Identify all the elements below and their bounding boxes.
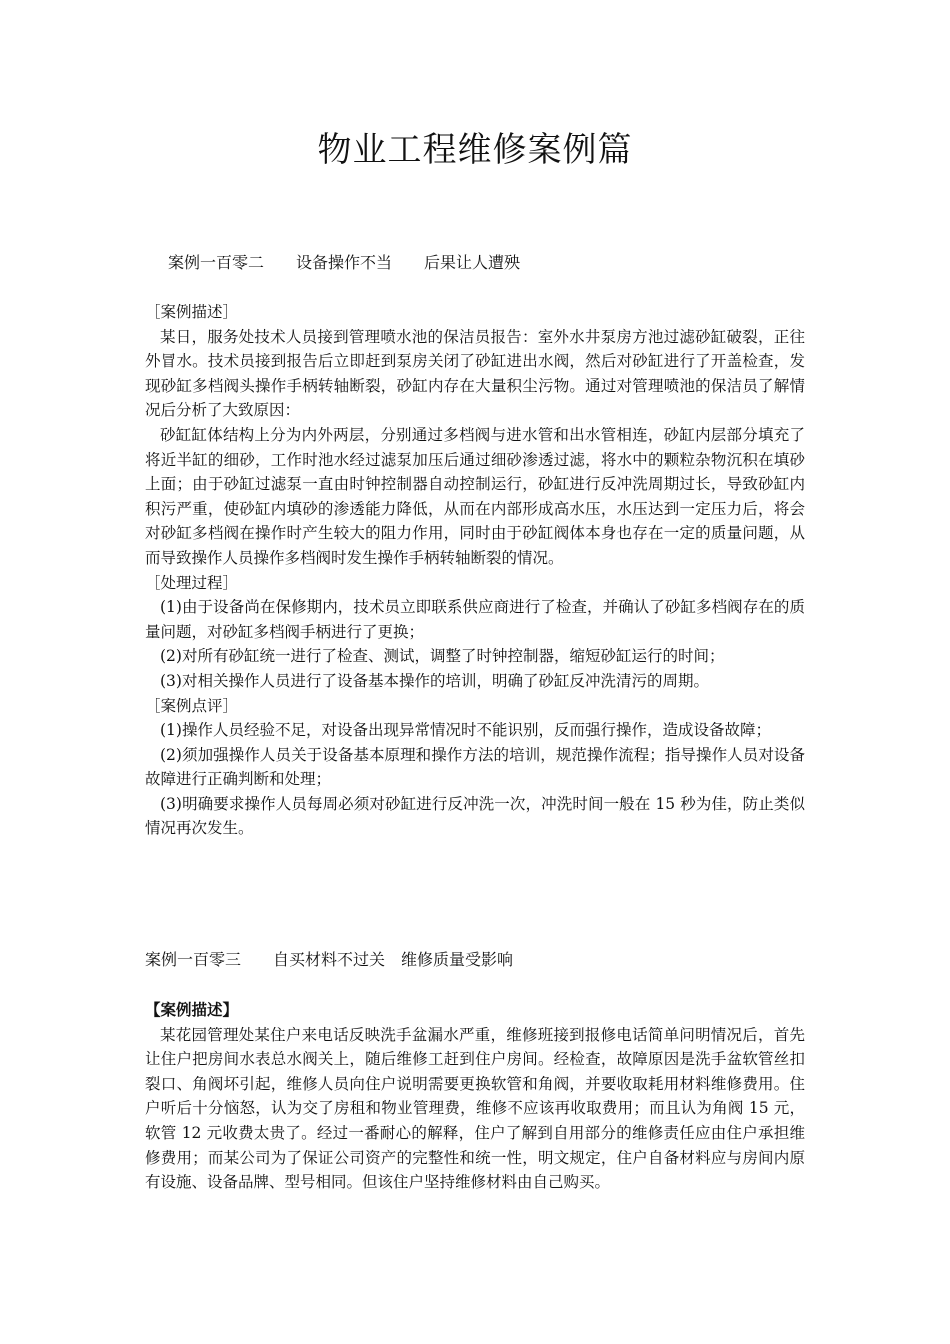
- case-102-review-item-3: (3)明确要求操作人员每周必须对砂缸进行反冲洗一次，冲洗时间一般在 15 秒为佳，防止类似情况再次发生。: [145, 794, 805, 838]
- case-102-process-item-1: (1)由于设备尚在保修期内，技术员立即联系供应商进行了检查，并确认了砂缸多档阀存在的质量问题，对砂缸多档阀手柄进行了更换；: [145, 598, 805, 641]
- case-103-heading: 案例一百零三 自买材料不过关 维修质量受影响: [145, 950, 514, 969]
- document-title: 物业工程维修案例篇: [317, 130, 633, 170]
- case-102-description-paragraph-2: 砂缸缸体结构上分为内外两层，分别通过多档阀与进水管和出水管相连，砂缸内层部分填充了将近半缸的细砂，工作时池水经过滤泵加压后通过细砂渗透过滤，将水中的颗粒杂物沉积在填砂上面；由于砂缸过滤泵一直由时钟控制器自动控制运行，砂缸进行反冲洗周期过长，导致砂缸内积污严重，使砂缸内填砂的渗透能力降低，从而在内部形成高水压，水压达到一定压力后，将会对砂缸多档阀在操作时产生较大的阻力作用，同时由于砂缸阀体本身也存在一定的质量问题，从而导致操作人员操作多档阀时发生操作手柄转轴断裂的情况。: [145, 425, 805, 567]
- case-102-process-item-2: (2)对所有砂缸统一进行了检查、测试，调整了时钟控制器，缩短砂缸运行的时间；: [160, 647, 725, 666]
- case-102-process-item-3: (3)对相关操作人员进行了设备基本操作的培训，明确了砂缸反冲洗清污的周期。: [160, 671, 709, 690]
- case-102-description-paragraph-1: 某日，服务处技术人员接到管理喷水池的保洁员报告：室外水井泵房方池过滤砂缸破裂，正往外冒水。技术员接到报告后立即赶到泵房关闭了砂缸进出水阀，然后对砂缸进行了开盖检查，发现砂缸多档阀头操作手柄转轴断裂，砂缸内存在大量积尘污物。通过对管理喷池的保洁员了解情况后分析了大致原因：: [145, 327, 805, 420]
- case-102-review-item-1: (1)操作人员经验不足，对设备出现异常情况时不能识别，反而强行操作，造成设备故障；: [160, 721, 771, 740]
- case-102-review-label: ［案例点评］: [145, 696, 239, 715]
- case-103-body: [145, 998, 805, 1195]
- case-102-review-item-2: (2)须加强操作人员关于设备基本原理和操作方法的培训，规范操作流程；指导操作人员对设备故障进行正确判断和处理；: [145, 745, 805, 789]
- case-102-process-label: ［处理过程］: [145, 573, 239, 592]
- case-102-body: [145, 300, 805, 841]
- case-103-description-label: 【案例描述】: [145, 1000, 239, 1019]
- case-103-description-paragraph-1: 某花园管理处某住户来电话反映洗手盆漏水严重，维修班接到报修电话简单问明情况后，首先让住户把房间水表总水阀关上，随后维修工赶到住户房间。经检查，故障原因是洗手盆软管丝扣裂口、角阀坏引起，维修人员向住户说明需要更换软管和角阀，并要收取耗用材料维修费用。住户听后十分恼怒，认为交了房租和物业管理费，维修不应该再收取费用；而且认为角阀 15 元，软管 12 元收费太贵了。经过一番耐心的解释，住户了解到自用部分的维修责任应由住户承担维修费用；而某公司为了保证公司资产的完整性和统一性，明文规定，住户自备材料应与房间内原有设施、设备品牌、型号相同。但该住户坚持维修材料由自己购买。: [145, 1025, 805, 1192]
- case-102-heading: 案例一百零二 设备操作不当 后果让人遭殃: [168, 253, 521, 272]
- case-102-description-label: ［案例描述］: [145, 303, 239, 321]
